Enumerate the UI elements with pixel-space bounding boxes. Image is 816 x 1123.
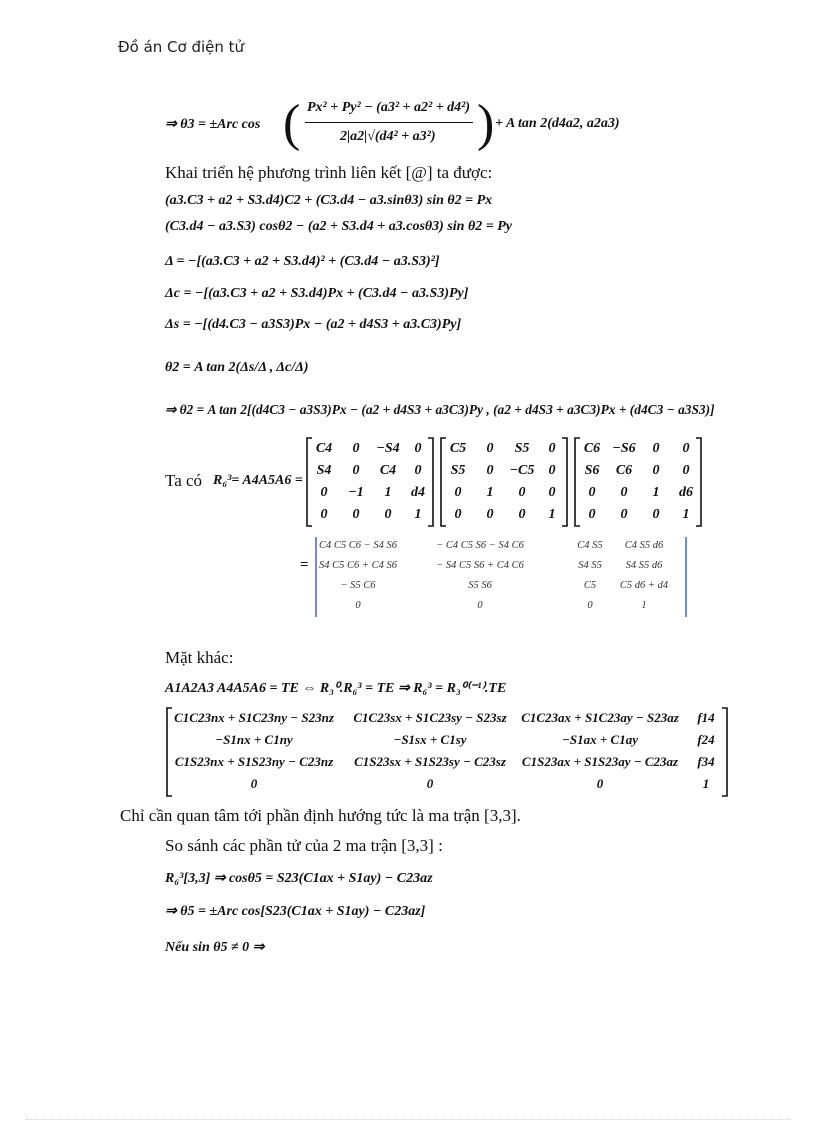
relation-eq: A1A2A3 A4A5A6 = TE ⇔ R₃⁰.R₆³ = TE ⇒ R₆³ = R₃⁰⁽⁻¹⁾.TE xyxy=(165,681,507,696)
product-matrix-cell: − S4 C5 S6 + C4 C6 xyxy=(436,560,524,571)
matrix-cell: 0 xyxy=(352,441,360,456)
matrix-cell: C4 xyxy=(315,441,333,456)
matrix-cell: 0 xyxy=(652,463,660,478)
matrix-cell: S5 xyxy=(450,463,466,478)
product-matrix-cell: 0 xyxy=(355,600,361,611)
matrix-cell: C1S23sx + S1S23sy − C23sz xyxy=(354,754,506,769)
matrix-cell: 0 xyxy=(548,441,556,456)
matrix-cell: 0 xyxy=(352,507,360,522)
fraction-bar xyxy=(305,122,473,123)
matrix-cell: −1 xyxy=(348,485,364,500)
note-orientation: Chỉ cần quan tâm tới phần định hướng tức là ma trận [3,3]. xyxy=(120,806,521,825)
matrix-cell: C1S23ax + S1S23ay − C23az xyxy=(521,754,679,769)
theta2-result: ⇒ θ2 = A tan 2[(d4C3 − a3S3)Px − (a2 + d4S3 + a3C3)Py , (a2 + d4S3 + a3C3)Px + (d4C3 − a3S3)] xyxy=(165,402,715,417)
delta-eq: Δ = −[(a3.C3 + a2 + S3.d4)² + (C3.d4 − a3.S3)²] xyxy=(165,254,440,269)
product-matrix-cell: − S5 C6 xyxy=(340,580,376,591)
matrix-cell: 0 xyxy=(596,776,604,791)
matrix-cell: 0 xyxy=(588,485,596,500)
matrix-cell: f24 xyxy=(697,732,715,747)
matrix-cell: −S1sx + C1sy xyxy=(393,732,467,747)
theta2-definition: θ2 = A tan 2(Δs/Δ , Δc/Δ) xyxy=(165,360,309,375)
intro-text: Khai triển hệ phương trình liên kết [@] ta được: xyxy=(165,163,493,182)
matrix-cell: −S1ax + C1ay xyxy=(562,732,638,747)
matrix-cell: 0 xyxy=(620,507,628,522)
product-matrix-cell: − C4 C5 S6 − S4 C6 xyxy=(436,540,524,551)
theta3-denominator: 2|a2|√(d4² + a3²) xyxy=(340,129,436,144)
theta3-lhs: ⇒ θ3 = ±Arc cos xyxy=(165,117,261,132)
product-matrix-cell: 0 xyxy=(477,600,483,611)
product-matrix xyxy=(312,535,692,619)
matrix-cell: d4 xyxy=(411,485,425,500)
product-matrix-cell: C5 xyxy=(583,580,597,591)
matrix-cell: 0 xyxy=(652,507,660,522)
note-compare: So sánh các phần tử của 2 ma trận [3,3] : xyxy=(165,836,443,855)
mat-khac-label: Mặt khác: xyxy=(165,648,234,667)
matrix-cell: 1 xyxy=(682,507,690,522)
matrix-cell: 0 xyxy=(620,485,628,500)
product-matrix-cell: 1 xyxy=(641,600,647,611)
theta3-tail: + A tan 2(d4a2, a2a3) xyxy=(495,116,620,131)
product-matrix-cell: C5 d6 + d4 xyxy=(619,580,669,591)
product-matrix-cell: S4 C5 C6 + C4 S6 xyxy=(319,560,397,571)
equals-sign: = xyxy=(300,557,309,573)
theta3-numerator: Px² + Py² − (a3² + a2² + d4²) xyxy=(307,100,471,115)
matrix-cell: 0 xyxy=(682,441,690,456)
page-header: Đồ án Cơ điện tử xyxy=(118,38,245,56)
matrix-cell: 0 xyxy=(518,507,526,522)
ta-co-label: Ta có xyxy=(165,471,203,490)
system-eq-2: (C3.d4 − a3.S3) cosθ2 − (a2 + S3.d4 + a3.cosθ3) sin θ2 = Py xyxy=(165,219,512,234)
product-matrix-cell: S4 S5 xyxy=(578,560,602,571)
matrix-cell: C6 xyxy=(583,441,601,456)
matrix-cell: 0 xyxy=(518,485,526,500)
matrix-cell: C1C23sx + S1C23sy − S23sz xyxy=(353,710,507,725)
matrix-cell: 0 xyxy=(414,463,422,478)
theta3-equation xyxy=(165,95,620,156)
matrix-cell: −C5 xyxy=(509,463,535,478)
matrix-cell: 1 xyxy=(702,776,710,791)
matrix-cell: C6 xyxy=(615,463,633,478)
matrix-cell: 1 xyxy=(548,507,556,522)
matrix-cell: 0 xyxy=(486,441,494,456)
matrix-cell: 0 xyxy=(548,485,556,500)
matrix-cell: 0 xyxy=(320,485,328,500)
matrix-cell: 0 xyxy=(426,776,434,791)
matrix-cell: 0 xyxy=(320,507,328,522)
delta-c-eq: Δc = −[(a3.C3 + a2 + S3.d4)Px + (C3.d4 − a3.S3)Py] xyxy=(165,286,469,301)
matrix-cell: f14 xyxy=(697,710,715,725)
matrix-cell: S6 xyxy=(584,463,600,478)
if-sin-theta5: Nếu sin θ5 ≠ 0 ⇒ xyxy=(165,940,265,955)
product-matrix-cell: C4 S5 d6 xyxy=(624,540,664,551)
matrix-cell: 1 xyxy=(486,485,494,500)
matrix-cell: 0 xyxy=(652,441,660,456)
matrix-cell: 0 xyxy=(454,485,462,500)
matrix-cell: 0 xyxy=(454,507,462,522)
product-matrix-cell: 0 xyxy=(587,600,593,611)
cos-theta5-eq: R₆³[3,3] ⇒ cosθ5 = S23(C1ax + S1ay) − C23az xyxy=(165,871,433,886)
left-paren: ( xyxy=(283,95,301,152)
matrix-cell: 0 xyxy=(352,463,360,478)
matrix-cell: 0 xyxy=(414,441,422,456)
right-paren: ) xyxy=(477,95,495,152)
matrix-cell: S5 xyxy=(514,441,530,456)
matrix-cell: C1C23ax + S1C23ay − S23az xyxy=(521,710,679,725)
matrix-cell: 1 xyxy=(384,485,392,500)
page-bottom-divider xyxy=(26,1119,790,1120)
product-matrix-cell: C4 S5 xyxy=(577,540,603,551)
matrix-cell: 0 xyxy=(486,507,494,522)
matrix-cell: 1 xyxy=(652,485,660,500)
matrix-cell: 0 xyxy=(384,507,392,522)
matrix-cell: −S4 xyxy=(376,441,400,456)
matrix-cell: 0 xyxy=(250,776,258,791)
matrix-cell: 0 xyxy=(682,463,690,478)
matrix-cell: S4 xyxy=(316,463,332,478)
theta5-eq: ⇒ θ5 = ±Arc cos[S23(C1ax + S1ay) − C23az] xyxy=(165,904,426,919)
r63-label: R₆³= A4A5A6 = xyxy=(213,473,303,488)
matrix-cell: −S6 xyxy=(612,441,636,456)
delta-s-eq: Δs = −[(d4.C3 − a3S3)Px − (a2 + d4S3 + a3.C3)Py] xyxy=(165,317,462,332)
matrix-cell: C4 xyxy=(379,463,397,478)
matrix-cell: C1C23nx + S1C23ny − S23nz xyxy=(174,710,334,725)
matrix-cell: d6 xyxy=(679,485,693,500)
transform-matrices xyxy=(306,437,706,529)
product-matrix-cell: S5 S6 xyxy=(468,580,492,591)
matrix-cell: C5 xyxy=(449,441,467,456)
matrix-cell: 0 xyxy=(486,463,494,478)
system-eq-1: (a3.C3 + a2 + S3.d4)C2 + (C3.d4 − a3.sinθ3) sin θ2 = Px xyxy=(165,193,493,208)
matrix-cell: 1 xyxy=(414,507,422,522)
transform-matrix-T xyxy=(166,707,730,803)
product-matrix-cell: C4 C5 C6 − S4 S6 xyxy=(319,540,397,551)
matrix-cell: 0 xyxy=(588,507,596,522)
product-matrix-cell: S4 S5 d6 xyxy=(625,560,663,571)
matrix-cell: −S1nx + C1ny xyxy=(215,732,293,747)
matrix-cell: f34 xyxy=(697,754,715,769)
matrix-cell: C1S23nx + S1S23ny − C23nz xyxy=(174,754,334,769)
matrix-cell: 0 xyxy=(548,463,556,478)
